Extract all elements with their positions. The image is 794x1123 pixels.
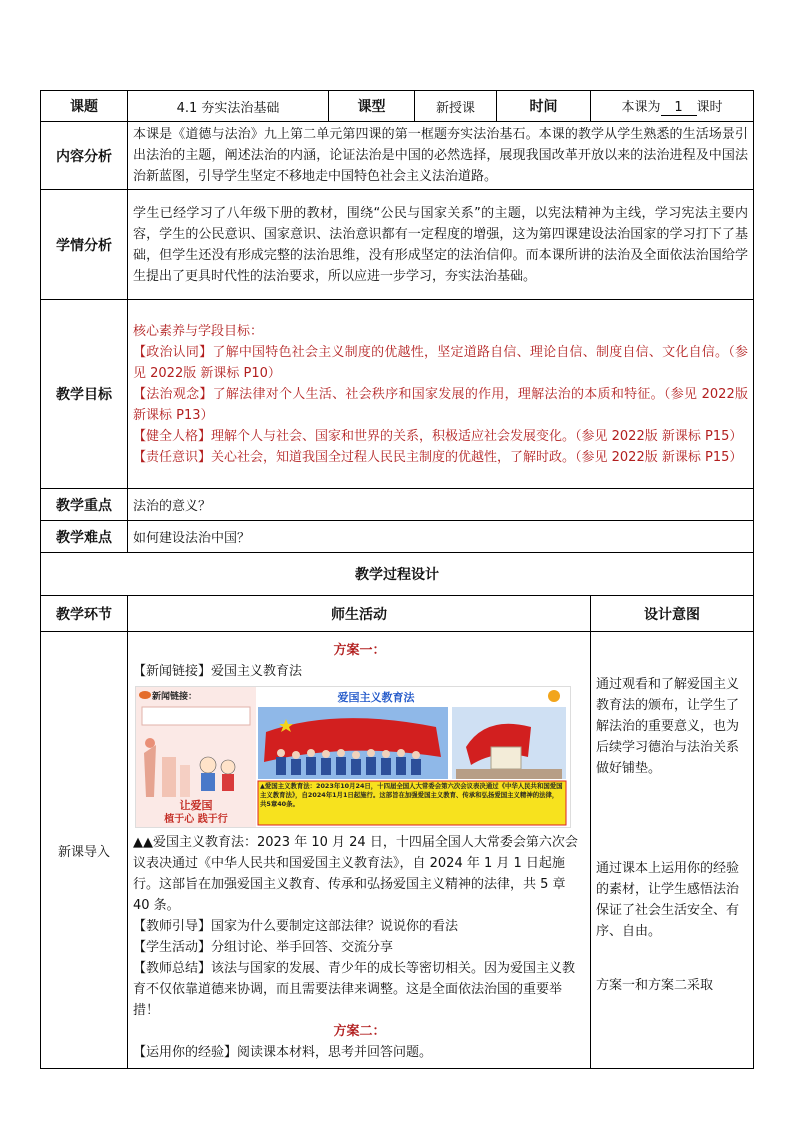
process-title-row	[41, 553, 754, 596]
time-label: 时间	[497, 91, 591, 122]
col-intent-header: 设计意图	[591, 596, 754, 632]
content-analysis-label: 内容分析	[41, 122, 128, 190]
difficulty-text: 如何建设法治中国？	[128, 521, 754, 553]
objective-personality: 【健全人格】理解个人与社会、国家和世界的关系，积极适应社会发展变化。（参见 2022版 新课标 P15）	[133, 428, 743, 444]
type-label: 课型	[329, 91, 415, 122]
activity-cell	[128, 632, 591, 1069]
objective-responsibility: 【责任意识】关心社会，知道我国全过程人民民主制度的优越性，了解时政。（参见 2022版 新课标 P15）	[133, 449, 743, 465]
plan-one-heading: 方案一：	[333, 643, 386, 658]
difficulty-label: 教学难点	[41, 521, 128, 553]
difficulty-row	[41, 521, 754, 553]
col-activity-header: 师生活动	[128, 596, 591, 632]
topic-value: 4.1 夯实法治基础	[128, 91, 329, 122]
time-prefix: 本课为	[621, 100, 661, 115]
figure-caption: ▲爱国主义教育法：2023年10月24日，十四届全国人大常委会第六次会议表决通过《中华人民共和国爱国主义教育法》，自2024年1月1日起施行。这部旨在加强爱国主义教育、传承和弘扬爱国主义精神的法律，共5章40条。	[260, 782, 563, 808]
objective-rule-of-law: 【法治观念】了解法律对个人生活、社会秩序和国家发展的作用，理解法治的本质和特征。（参见 2022版 新课标 P13）	[133, 386, 748, 423]
objectives-row	[41, 300, 754, 489]
process-title: 教学过程设计	[41, 553, 754, 596]
plan-two-heading: 方案二：	[333, 1024, 386, 1039]
teacher-summary: 【教师总结】该法与国家的发展、青少年的成长等密切相关。因为爱国主义教育不仅依靠道德来协调，而且需要法律来调整。这是全面依法治国的重要举措！	[133, 961, 576, 1018]
banner-title: 爱国主义教育法	[337, 691, 415, 704]
lesson-plan-table	[40, 90, 754, 1069]
use-experience: 【运用你的经验】阅读课本材料，思考并回答问题。	[133, 1045, 433, 1060]
news-tag: 新闻链接：	[152, 692, 198, 702]
process-header-row	[41, 596, 754, 632]
objective-political: 【政治认同】了解中国特色社会主义制度的优越性，坚定道路自信、理论自信、制度自信、文化自信。（参见 2022版 新课标 P10）	[133, 344, 748, 381]
objectives-cell	[128, 300, 754, 489]
teacher-guide: 【教师引导】国家为什么要制定这部法律？说说你的看法	[133, 919, 459, 934]
col-stage-header: 教学环节	[41, 596, 128, 632]
learner-analysis-row	[41, 190, 754, 300]
objectives-label: 教学目标	[41, 300, 128, 489]
key-point-label: 教学重点	[41, 489, 128, 521]
type-value: 新授课	[415, 91, 497, 122]
header-row	[41, 91, 754, 122]
news-figure-graphic	[136, 687, 570, 827]
intent-cell	[591, 632, 754, 1069]
badge-icon	[548, 690, 560, 702]
learner-analysis-label: 学情分析	[41, 190, 128, 300]
learner-analysis-text: 学生已经学习了八年级下册的教材，围绕“公民与国家关系”的主题，以宪法精神为主线，学习宪法主要内容，学生的公民意识、国家意识、法治意识都有一定程度的增强，这为第四课建设法治国家的学习打下了基础，但学生还没有形成完整的法治思维，没有形成坚定的法治信仰。而本课所讲的法治及全面依法治国给学生提出了更具时代性的法治要求，所以应进一步学习，夯实法治基础。	[128, 190, 754, 300]
key-point-row	[41, 489, 754, 521]
tower-shape	[144, 745, 156, 797]
intent-three: 方案一和方案二采取	[596, 978, 714, 993]
news-text: ▲▲爱国主义教育法：2023 年 10 月 24 日，十四届全国人大常委会第六次会议表决通过《中华人民共和国爱国主义教育法》，自 2024 年 1 月 1 日起施行。这部旨在加强爱国主义教育、传承和弘扬爱国主义精神的法律，共 5 章 40 条。	[133, 835, 578, 913]
slogan-line-1: 让爱国	[179, 799, 213, 812]
time-value	[591, 91, 754, 122]
topic-label: 课题	[41, 91, 128, 122]
news-link: 【新闻链接】爱国主义教育法	[133, 664, 303, 679]
time-suffix: 课时	[696, 100, 723, 115]
content-analysis-row	[41, 122, 754, 190]
news-logo-icon	[139, 691, 151, 699]
stage-name: 新课导入	[41, 632, 128, 1069]
time-count: 1	[661, 101, 697, 116]
news-figure	[135, 686, 571, 828]
intent-two: 通过课本上运用你的经验的素材，让学生感悟法治保证了社会生活安全、有序、自由。	[596, 861, 740, 939]
content-analysis-text: 本课是《道德与法治》九上第二单元第四课的第一框题夯实法治基石。本课的教学从学生熟悉的生活场景引出法治的主题，阐述法治的内涵，论证法治是中国的必然选择，展现我国改革开放以来的法治进程及中国法治新蓝图，引导学生坚定不移地走中国特色社会主义法治道路。	[128, 122, 754, 190]
intro-row	[41, 632, 754, 1069]
slogan-line-2: 植于心 践于行	[164, 814, 228, 825]
student-activity: 【学生活动】分组讨论、举手回答、交流分享	[133, 940, 394, 955]
key-point-text: 法治的意义？	[128, 489, 754, 521]
intent-one: 通过观看和了解爱国主义教育法的颁布，让学生了解法治的重要意义，也为后续学习德治与法治关系做好铺垫。	[596, 677, 740, 776]
objectives-heading: 核心素养与学段目标：	[133, 323, 264, 339]
